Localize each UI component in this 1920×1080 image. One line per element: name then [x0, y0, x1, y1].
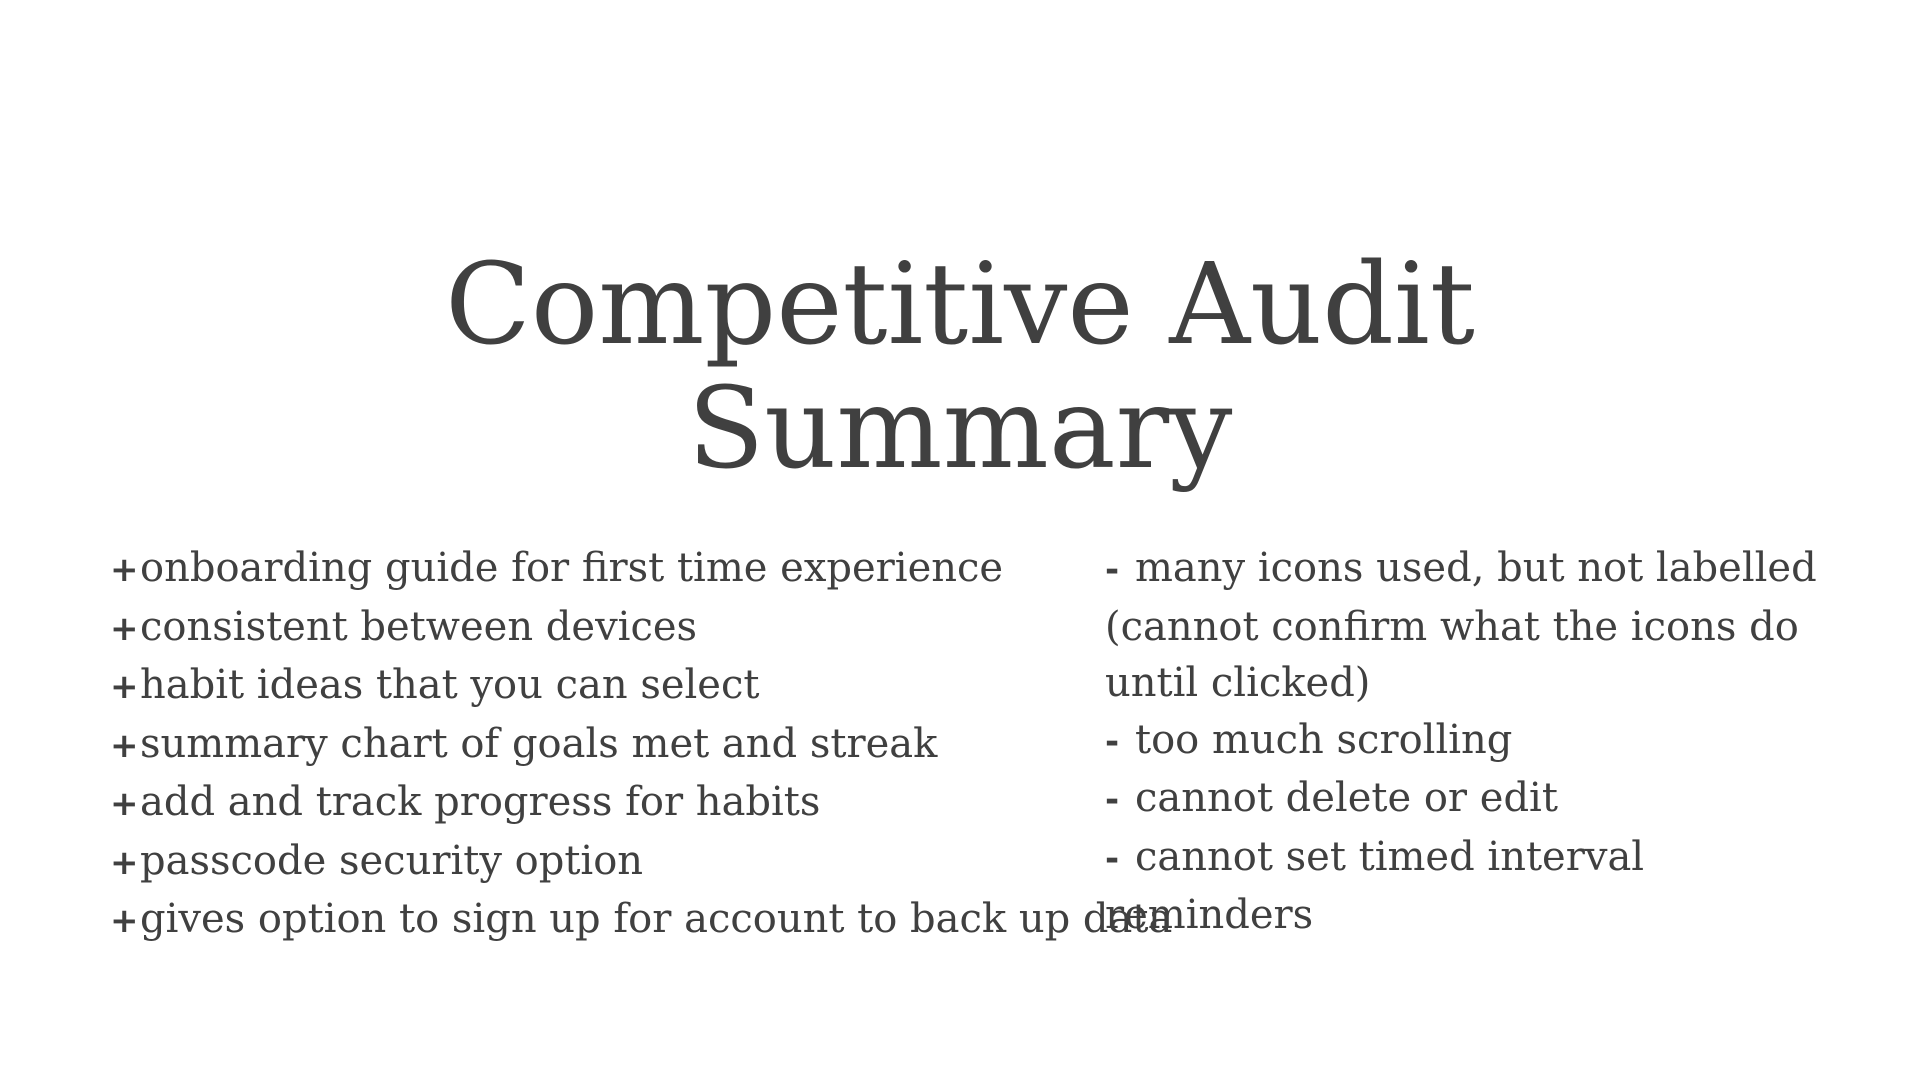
plus-marker: + [110, 901, 139, 941]
con-item [1105, 829, 1825, 944]
plus-marker: + [110, 608, 139, 649]
con-item-text: cannot delete or edit [1135, 775, 1558, 821]
plus-marker: + [110, 725, 139, 766]
con-item-text: too much scrolling [1135, 716, 1513, 763]
pros-list [110, 540, 1173, 950]
plus-marker: + [110, 784, 139, 824]
pro-item-text: passcode security option [140, 837, 644, 884]
minus-marker: - [1105, 780, 1120, 820]
con-item [1105, 712, 1825, 771]
pro-item-text: consistent between devices [140, 603, 698, 650]
pro-item [110, 774, 1110, 833]
con-item [1105, 540, 1825, 599]
pro-item [110, 716, 1110, 775]
title-line-2: Summary [687, 364, 1233, 494]
title-line-1: Competitive Audit [445, 240, 1475, 370]
cons-list [1105, 540, 1825, 944]
minus-marker: - [1105, 838, 1120, 879]
pro-item-text: habit ideas that you can select [140, 662, 760, 708]
slide-title [0, 240, 1920, 494]
plus-marker: + [110, 667, 139, 707]
con-item-continuation: (cannot confirm what the icons do [1105, 603, 1799, 650]
pro-item [110, 833, 1110, 892]
pro-item-text: gives option to sign up for account to back up data [140, 896, 1173, 942]
pro-item [110, 891, 1173, 950]
minus-marker: - [1105, 550, 1120, 590]
pro-item [110, 599, 1110, 658]
minus-marker: - [1105, 721, 1120, 762]
plus-marker: + [110, 550, 139, 590]
con-item-text: many icons used, but not labelled [1135, 545, 1817, 591]
plus-marker: + [110, 842, 139, 883]
pro-item-text: onboarding guide for first time experience [140, 545, 1004, 591]
pro-item [110, 540, 1110, 599]
pro-item [110, 657, 1110, 716]
pro-item-text: add and track progress for habits [140, 779, 821, 825]
pro-item-text: summary chart of goals met and streak [140, 720, 938, 767]
con-item-continuation: until clicked) [1105, 660, 1371, 706]
con-item [1105, 770, 1825, 829]
con-item-text: cannot set timed interval reminders [1105, 833, 1645, 938]
